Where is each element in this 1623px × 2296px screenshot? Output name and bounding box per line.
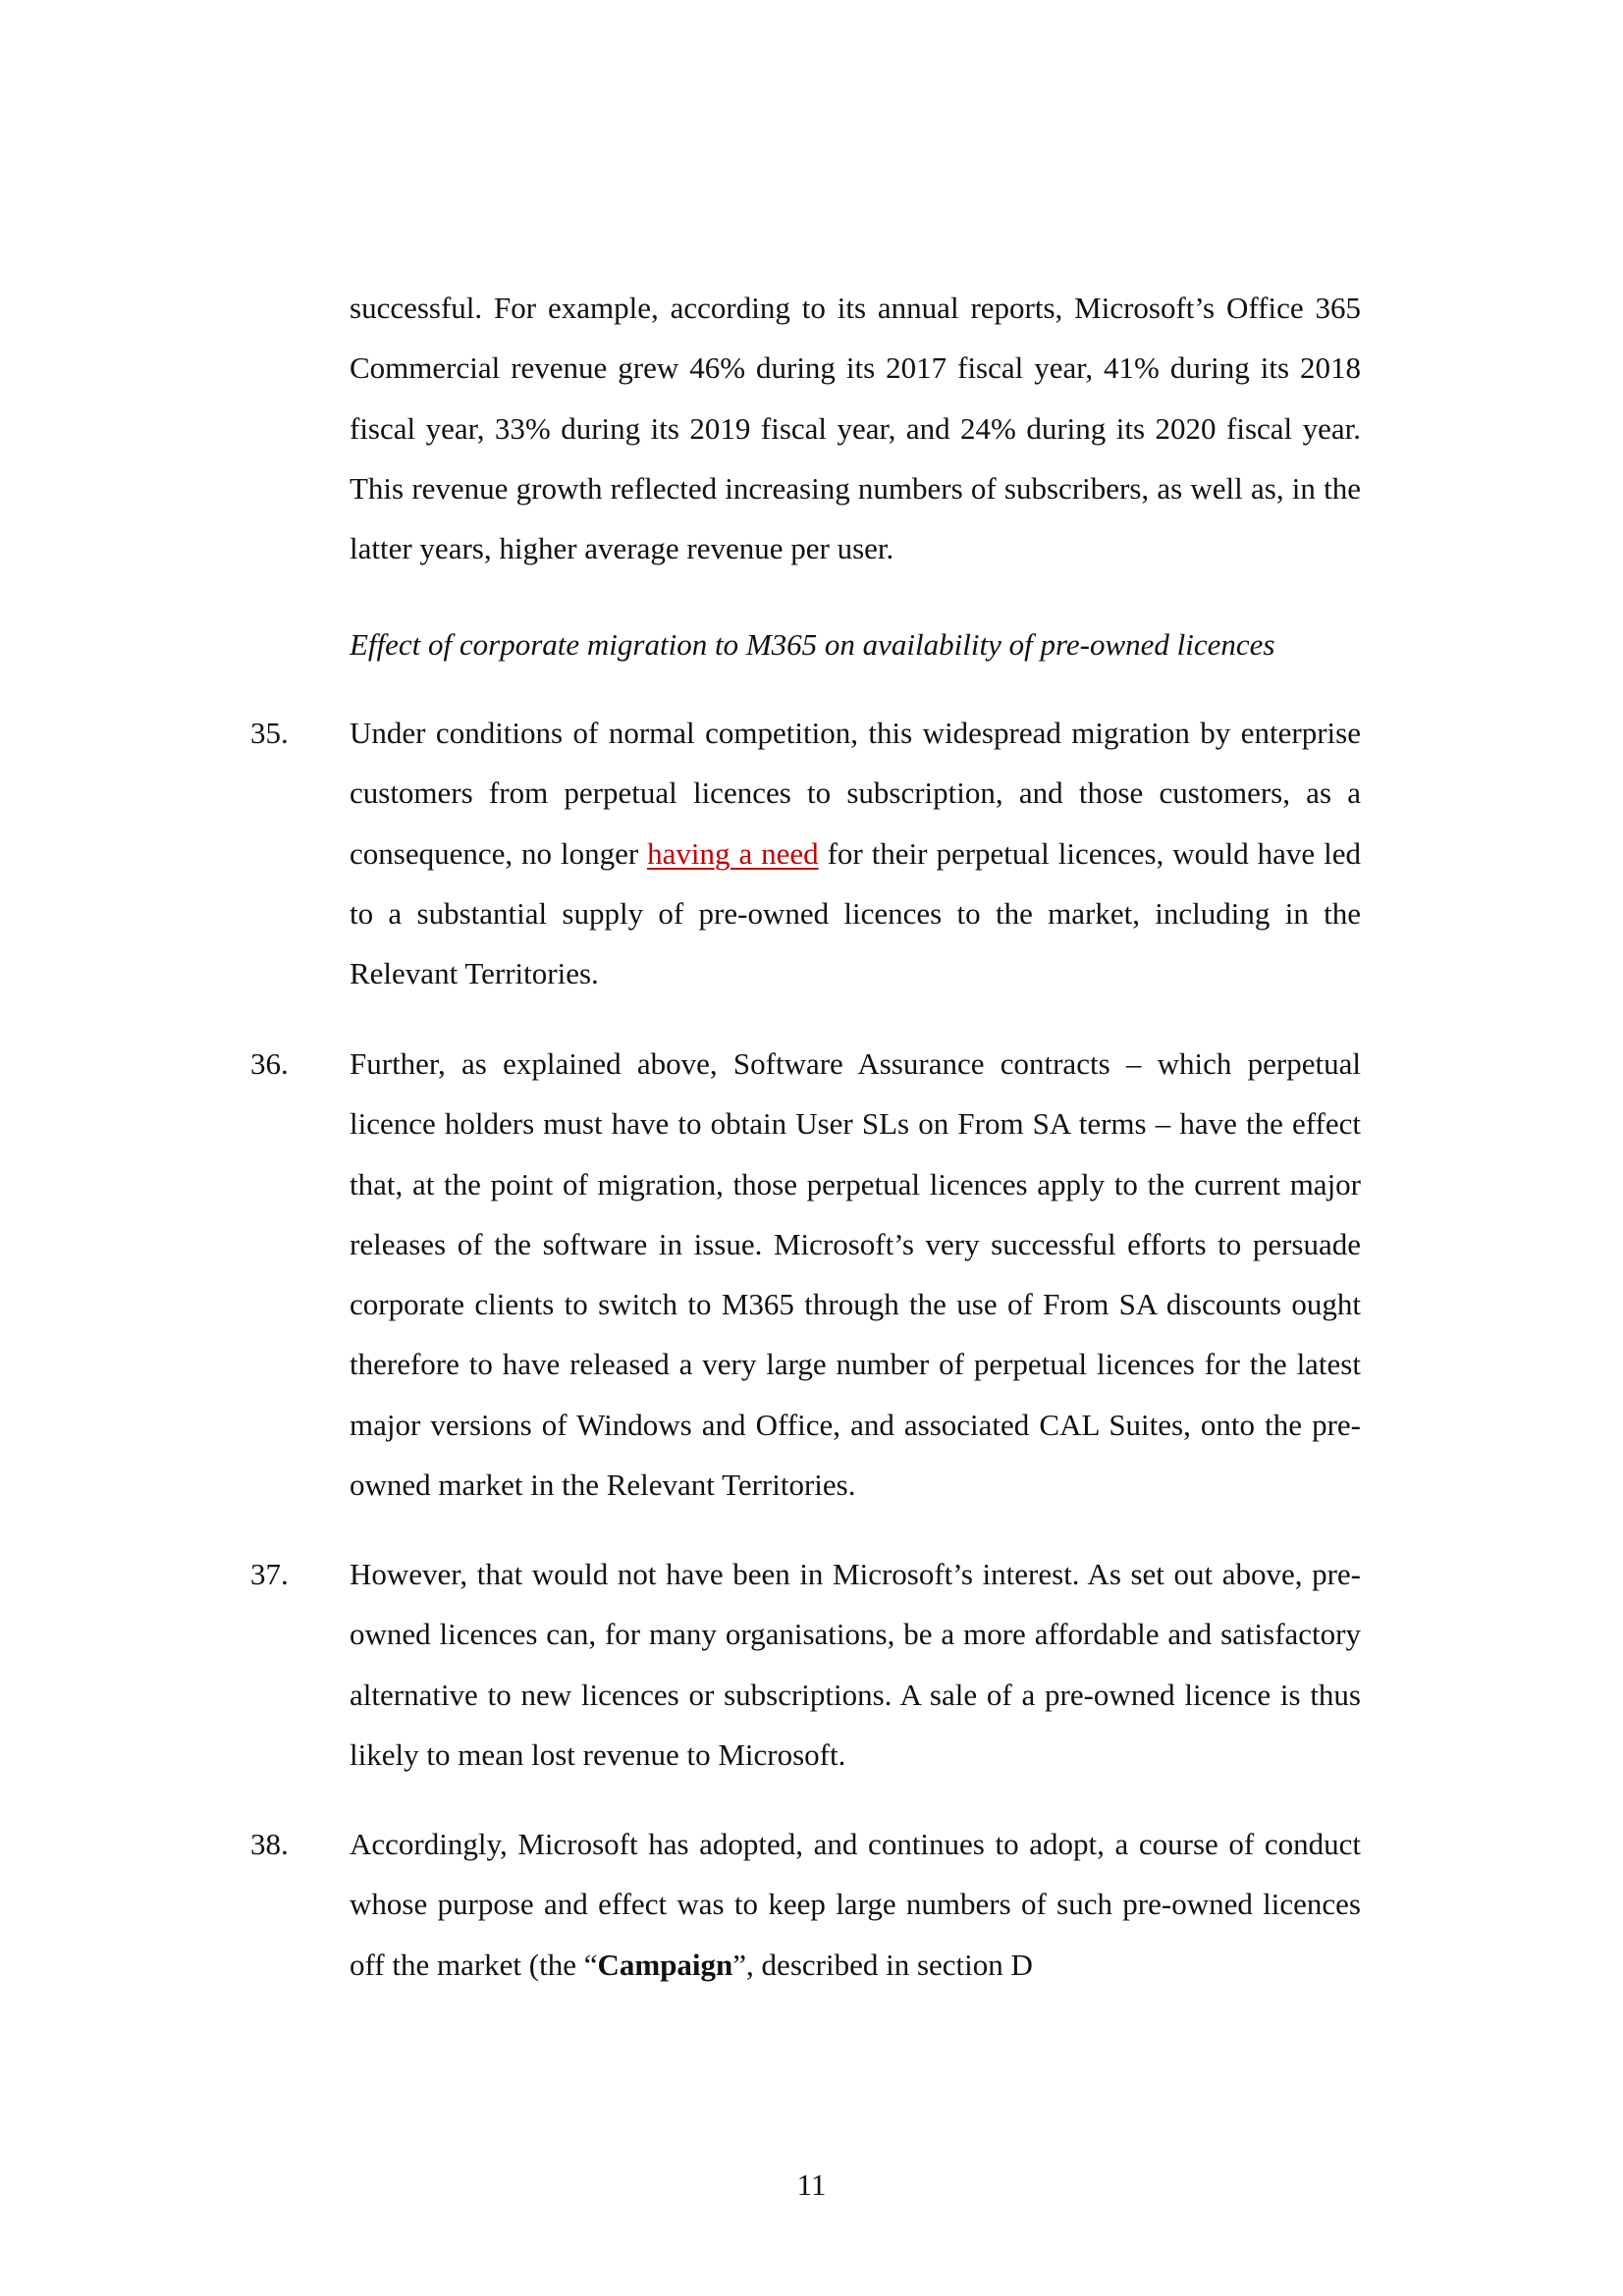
paragraph-number: 38. bbox=[250, 1827, 289, 1861]
section-heading: Effect of corporate migration to M365 on availability of pre-owned licences bbox=[350, 627, 1275, 662]
having-a-need-link[interactable]: having a need bbox=[647, 835, 819, 871]
paragraph-37 bbox=[250, 1544, 1361, 1785]
paragraph-text: for their perpetual licences, would have led to a substantial supply of pre-owned licences to the market, including in the Relevant Territories. bbox=[350, 835, 1362, 991]
paragraph-text: ”, described in section D bbox=[732, 1947, 1033, 1982]
paragraph-38 bbox=[250, 1814, 1361, 1995]
paragraph-number: 37. bbox=[250, 1557, 289, 1591]
paragraph-text: Further, as explained above, Software Assurance contracts – which perpetual licence holders must have to obtain User SLs on From SA terms – have the effect that, at the point of migration, those perpetual licences apply to the current major releases of the software in issue. Microsoft’s very successful efforts to persuade corporate clients to switch to M365 through the use of From SA discounts ought therefore to have released a very large number of perpetual licences for the latest major versions of Windows and Office, and associated CAL Suites, onto the pre-owned market in the Relevant Territories. bbox=[350, 1046, 1361, 1503]
paragraph-text: However, that would not have been in Microsoft’s interest. As set out above, pre-owned licences can, for many organisations, be a more affordable and satisfactory alternative to new licences or subscriptions. A sale of a pre-owned licence is thus likely to mean lost revenue to Microsoft. bbox=[350, 1557, 1361, 1772]
continuation-paragraph bbox=[350, 278, 1361, 578]
paragraph-number: 35. bbox=[250, 716, 289, 750]
paragraph-35 bbox=[250, 703, 1362, 1003]
paragraph-text: Accordingly, Microsoft has adopted, and continues to adopt, a course of conduct whose purpose and effect was to keep large numbers of such pre-owned licences off the market (the “ bbox=[350, 1827, 1361, 1982]
paragraph-36 bbox=[250, 1034, 1361, 1515]
continuation-text: successful. For example, according to its annual reports, Microsoft’s Office 365 Commercial revenue grew 46% during its 2017 fiscal year, 41% during its 2018 fiscal year, 33% during its 2019 fiscal year, and 24% during its 2020 fiscal year. This revenue growth reflected increasing numbers of subscribers, as well as, in the latter years, higher average revenue per user. bbox=[350, 291, 1361, 566]
page-number: 11 bbox=[796, 2167, 827, 2202]
paragraph-text: Under conditions of normal competition, this widespread migration by enterprise customers from perpetual licences to subscription, and those customers, as a consequence, no longer bbox=[350, 716, 1361, 871]
paragraph-number: 36. bbox=[250, 1046, 289, 1081]
campaign-defined-term: Campaign bbox=[597, 1947, 733, 1982]
